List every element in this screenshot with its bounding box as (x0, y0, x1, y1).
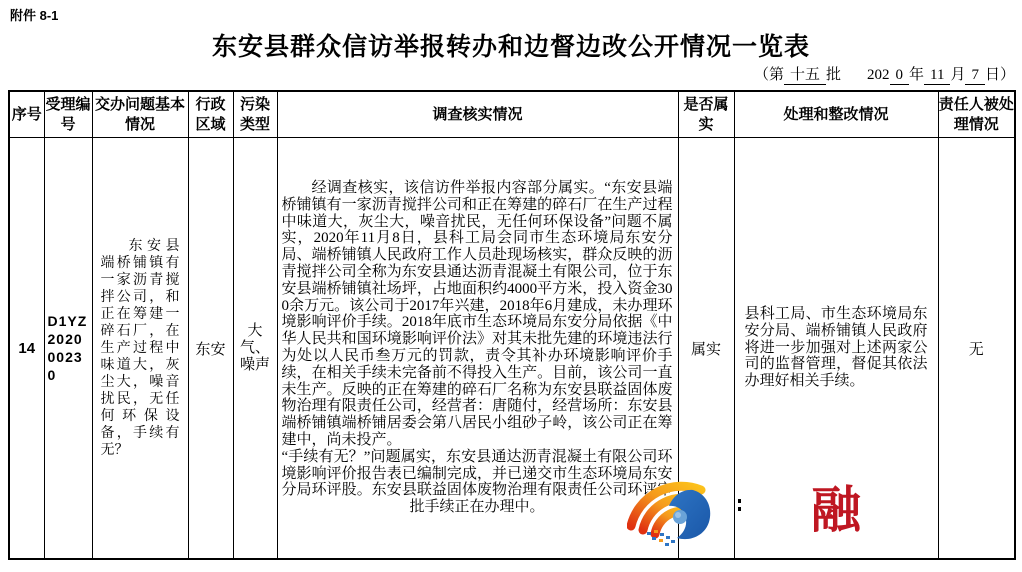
pollution-type-text: 大气、噪声 (239, 322, 270, 373)
year-prefix: 202 (867, 67, 890, 83)
attachment-label: 附件 8-1 (10, 8, 59, 23)
cell-region: 东安 (188, 138, 233, 560)
media-swoosh-logo-icon (627, 480, 715, 550)
col-header-region: 行政区域 (188, 91, 233, 138)
cell-seq: 14 (9, 138, 44, 560)
cell-problem (92, 138, 188, 560)
year-digit: 0 (890, 67, 910, 85)
cell-case-no (44, 138, 92, 560)
batch-date-line (754, 63, 1015, 85)
col-header-verified: 是否属实 (678, 91, 734, 138)
header-row (9, 91, 1015, 138)
subtitle-prefix: （第 (753, 67, 784, 83)
cell-pollution-type (233, 138, 277, 560)
day-number: 7 (965, 67, 985, 85)
cell-investigation (277, 138, 678, 560)
investigation-paragraph-2: “手续有无？”问题属实，东安县通达沥青混凝土有限公司环境影响评价报告表已编制完成，并已递交市生态环境局东安分局环评股。东安县联益固体废物治理有限责任公司环评审批手续正在办理中。 (281, 448, 673, 516)
cell-responsible-handled: 无 (938, 138, 1015, 560)
rong-watermark: 融 (811, 482, 861, 538)
col-header-case-no: 受理编号 (44, 91, 92, 138)
stray-ink-mark (738, 499, 742, 519)
col-header-investigation: 调查核实情况 (277, 91, 678, 138)
batch-label: 批 (825, 67, 841, 83)
investigation-paragraph-1: 经调查核实，该信访件举报内容部分属实。“东安县端桥铺镇有一家沥青搅拌公司和正在筹建的碎石厂在生产过程中味道大，灰尘大，噪音扰民，无任何环保设备”问题不属实，2020年11月8日，县科工局会同市生态环境局东安分局、端桥铺镇人民政府工作人员赴现场核实，群众反映的沥青搅拌公司全称为东安县通达沥青混凝土有限公司，位于东安县端桥铺镇社场坪，占地面积约4000平方米，投入资金300余万元。该公司于2017年兴建，2018年6月建成，未办理环境影响评价手续。2018年底市生态环境局东安分局依据《中华人民共和国环境影响评价法》对其未批先建的环境违法行为处以人民币叁万元的罚款，责令其补办环境影响评价手续，在相关手续未完备前不得投入生产。目前，该公司一直未生产。反映的正在筹建的碎石厂名称为东安县联益固体废物治理有限责任公司，经营者：唐随付，经营场所：东安县端桥铺镇端桥铺居委会第八居民小组砂子岭，该公司正在筹建中，尚未投产。 (281, 180, 673, 448)
year-label: 年 (909, 67, 925, 83)
month-number: 11 (924, 67, 950, 85)
cell-verified: 属实 (678, 138, 734, 560)
col-header-responsible: 责任人被处理情况 (938, 91, 1015, 138)
case-no-text: D1YZ202000230 (47, 313, 88, 383)
day-label: 日） (984, 67, 1015, 83)
month-label: 月 (950, 67, 966, 83)
batch-number: 十五 (784, 63, 826, 85)
col-header-pollution-type: 污染类型 (233, 91, 277, 138)
col-header-problem: 交办问题基本情况 (92, 91, 188, 138)
problem-text: 东安县端桥铺镇有一家沥青搅拌公司，和正在筹建一碎石厂，在生产过程中味道大，灰尘大，噪音扰民，无任何环保设备，手续有无？ (100, 238, 180, 458)
rectification-text: 县科工局、市生态环境局东安分局、端桥铺镇人民政府将进一步加强对上述两家公司的监督管理，督促其依法办理好相关手续。 (744, 306, 928, 390)
col-header-rectification: 处理和整改情况 (734, 91, 938, 138)
page-title: 东安县群众信访举报转办和边督边改公开情况一览表 (211, 33, 810, 61)
col-header-seq: 序号 (9, 91, 44, 138)
